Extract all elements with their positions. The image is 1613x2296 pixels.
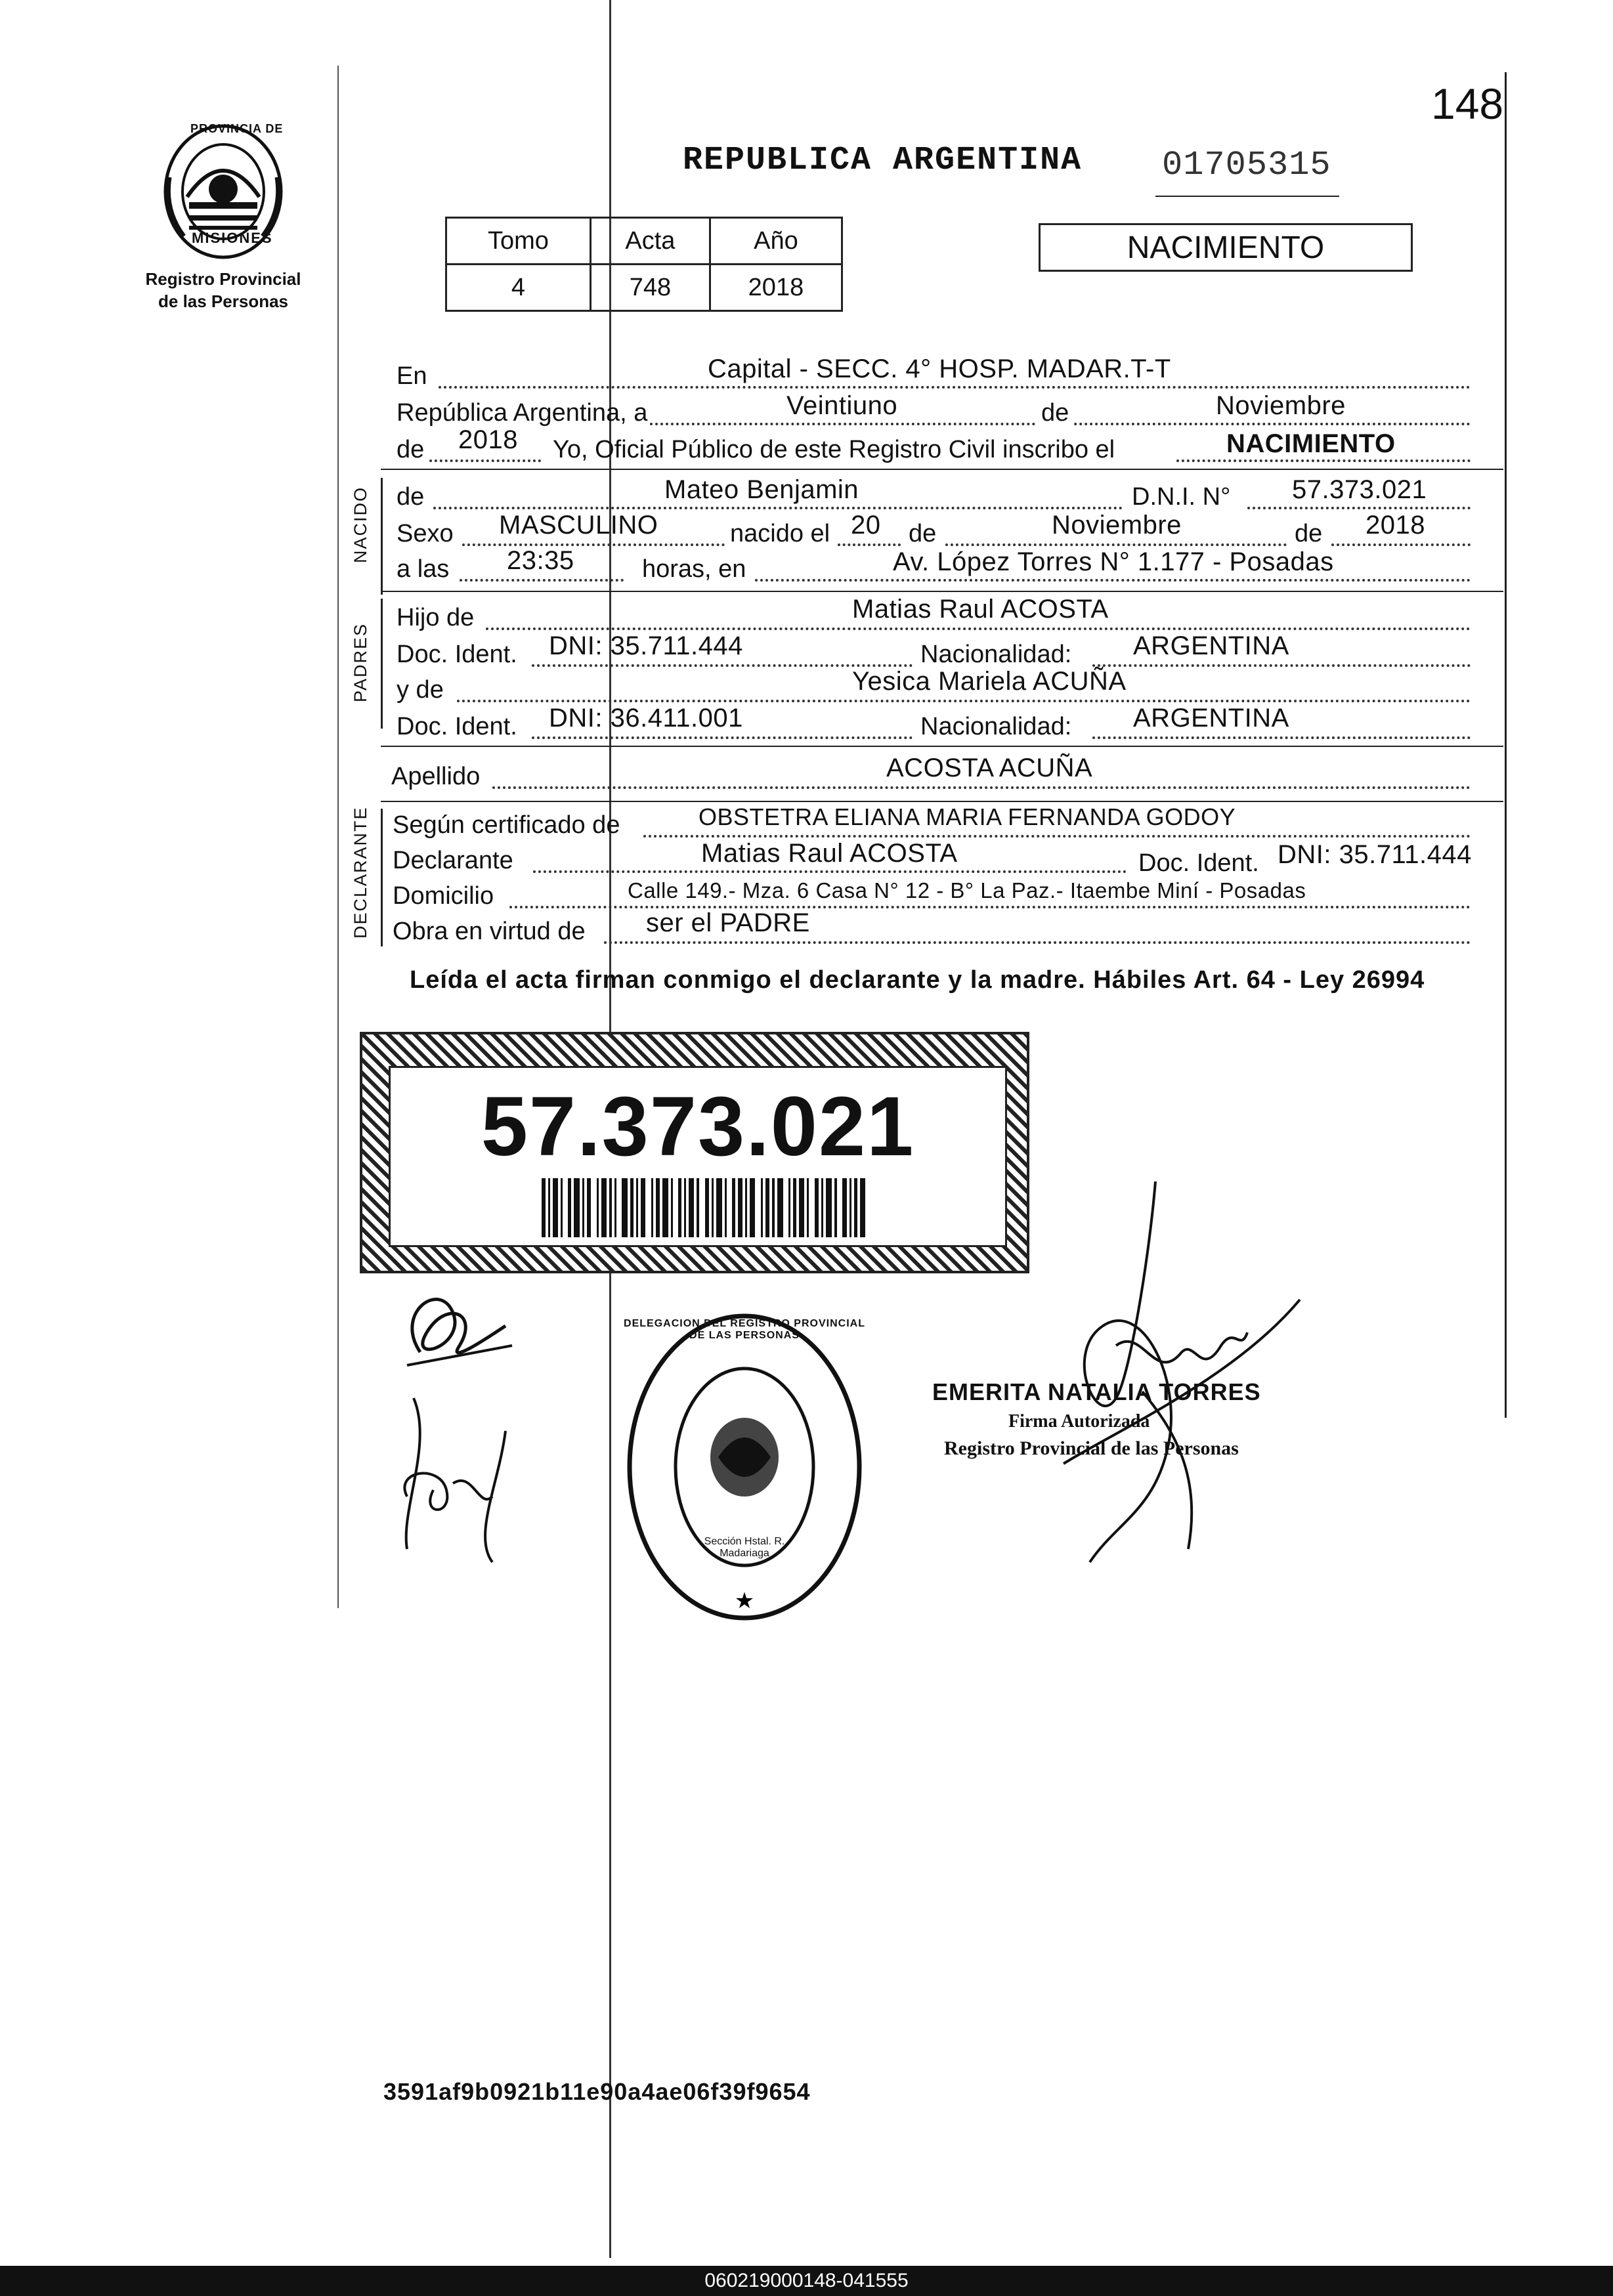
birth-day: 20 [851,511,881,540]
de-label-3: de [909,520,937,547]
dni-sticker-inner [389,1066,1007,1247]
nacido-de-label: de [397,483,425,511]
decl-dots [533,870,1127,873]
right-margin-line [1505,72,1507,1418]
mother-nat-dots [1092,736,1471,739]
sexo-dots [462,543,725,546]
mother-name: Yesica Mariela ACUÑA [852,667,1127,696]
anio-value: 2018 [710,265,842,311]
year-value: 2018 [458,425,518,454]
mother-doc: DNI: 36.411.001 [549,704,743,733]
father-dots [486,627,1471,630]
official-title: Firma Autorizada [1008,1411,1150,1432]
apellido-label: Apellido [391,763,481,790]
decl-doc-value: DNI: 35.711.444 [1278,840,1472,869]
nacido-el-label: nacido el [730,520,830,547]
tomo-value: 4 [446,265,591,311]
father-doc-label: Doc. Ident. [397,641,517,668]
dni-sticker-number: 57.373.021 [481,1080,915,1174]
registry-line2: de las Personas [158,291,288,311]
father-nat-dots [1092,664,1471,667]
yo-text: Yo, Oficial Público de este Registro Civil inscribo el [553,436,1115,463]
separator-4 [381,801,1503,802]
dom-value: Calle 149.- Mza. 6 Casa N° 12 - B° La Paz.- Itaembe Miní - Posadas [628,878,1306,903]
day-value: Veintiuno [786,391,898,420]
year-dots [429,459,541,462]
declarant-signature [381,1273,551,1575]
dni-dots [1247,507,1471,509]
decl-value: Matias Raul ACOSTA [701,839,958,868]
stamp-outer-text: DELEGACION DEL REGISTRO PROVINCIAL DE LAS PERSONAS [624,1318,865,1341]
country-title: REPUBLICA ARGENTINA [683,142,1083,179]
mother-doc-label: Doc. Ident. [397,713,517,740]
dni-barcode [542,1178,870,1237]
birth-place: Av. López Torres N° 1.177 - Posadas [893,547,1334,576]
nacido-section-label: NACIDO [351,486,370,563]
emblem-text-top: PROVINCIA DE [190,122,284,135]
en-label: En [397,362,427,390]
birth-hour: 23:35 [507,546,574,575]
register-table [445,217,843,312]
official-org: Registro Provincial de las Personas [944,1437,1239,1459]
obra-label: Obra en virtud de [393,918,586,945]
cert-dots [643,835,1471,838]
separator-2 [381,591,1503,592]
hour-dots [460,579,624,582]
obra-value: ser el PADRE [646,908,810,937]
birth-month-dots [945,543,1287,546]
anio-header: Año [710,218,842,265]
official-name: EMERITA NATALIA TORRES [932,1378,1261,1405]
nacido-bracket [381,478,383,595]
de-label-1: de [1037,399,1073,427]
svg-text:★: ★ [734,1588,755,1613]
document-hash: 3591af9b0921b11e90a4ae06f39f9654 [383,2078,811,2105]
mother-nationality: ARGENTINA [1133,704,1289,733]
father-nationality: ARGENTINA [1133,631,1289,660]
acta-value: 748 [590,265,710,311]
separator-3 [381,746,1503,747]
registry-stamp [620,1306,869,1628]
birth-year-dots [1331,543,1471,546]
mother-dots [457,700,1471,702]
serial-underline [1155,196,1339,197]
footer-code: 060219000148-041555 [704,2270,909,2291]
en-value: Capital - SECC. 4° HOSP. MADAR.T-T [708,354,1171,383]
de-label-4: de [1295,520,1323,547]
horas-label: horas, en [642,555,746,583]
declarante-section-label: DECLARANTE [351,806,370,939]
declarante-bracket [381,809,383,946]
child-dni: 57.373.021 [1292,475,1427,504]
tomo-header: Tomo [446,218,591,265]
doc-type: NACIMIENTO [1127,230,1325,265]
birth-year: 2018 [1366,511,1425,540]
padres-bracket [381,599,383,729]
cert-label: Según certificado de [393,811,620,839]
de-label-2: de [397,436,425,463]
mother-nat-label: Nacionalidad: [920,713,1072,740]
decl-label: Declarante [393,847,513,874]
name-dots [433,507,1123,509]
doc-type-box [1039,223,1413,272]
serial-number: 01705315 [1162,146,1331,184]
obra-dots [604,941,1471,944]
footer-bar [0,2266,1613,2296]
page-number: 148 [1431,79,1504,128]
dni-sticker [360,1032,1029,1273]
father-nat-label: Nacionalidad: [920,641,1072,668]
event-value: NACIMIENTO [1226,429,1396,458]
cert-value: OBSTETRA ELIANA MARIA FERNANDA GODOY [699,803,1236,830]
mother-doc-dots [532,736,913,739]
republica-label: República Argentina, a [397,399,648,427]
event-dots [1176,459,1471,462]
padres-section-label: PADRES [351,622,370,702]
a-las-label: a las [397,555,450,583]
hijo-label: Hijo de [397,604,475,631]
month-value: Noviembre [1216,391,1346,420]
decl-doc-label: Doc. Ident. [1138,849,1259,877]
left-margin-line [337,66,339,1608]
yde-label: y de [397,676,444,704]
emblem-text-bottom: MISIONES [192,230,273,246]
apellido-dots [492,786,1471,789]
dni-label: D.N.I. N° [1132,483,1231,511]
closing-text: Leída el acta firman conmigo el declarante y la madre. Hábiles Art. 64 - Ley 26994 [410,966,1425,994]
father-name: Matias Raul ACOSTA [852,595,1109,624]
acta-header: Acta [590,218,710,265]
registry-line1: Registro Provincial [145,269,301,289]
birth-month: Noviembre [1052,511,1182,540]
en-dots [439,386,1471,389]
separator-1 [381,469,1503,470]
stamp-inner-text: Sección Hstal. R. Madariaga [704,1536,785,1559]
child-name: Mateo Benjamin [664,475,859,504]
birth-day-dots [838,543,901,546]
sexo-label: Sexo [397,520,454,547]
place-dots [755,579,1471,582]
sexo-value: MASCULINO [499,511,658,540]
father-doc: DNI: 35.711.444 [549,631,743,660]
dom-label: Domicilio [393,882,494,910]
apellido-value: ACOSTA ACUÑA [886,754,1093,782]
